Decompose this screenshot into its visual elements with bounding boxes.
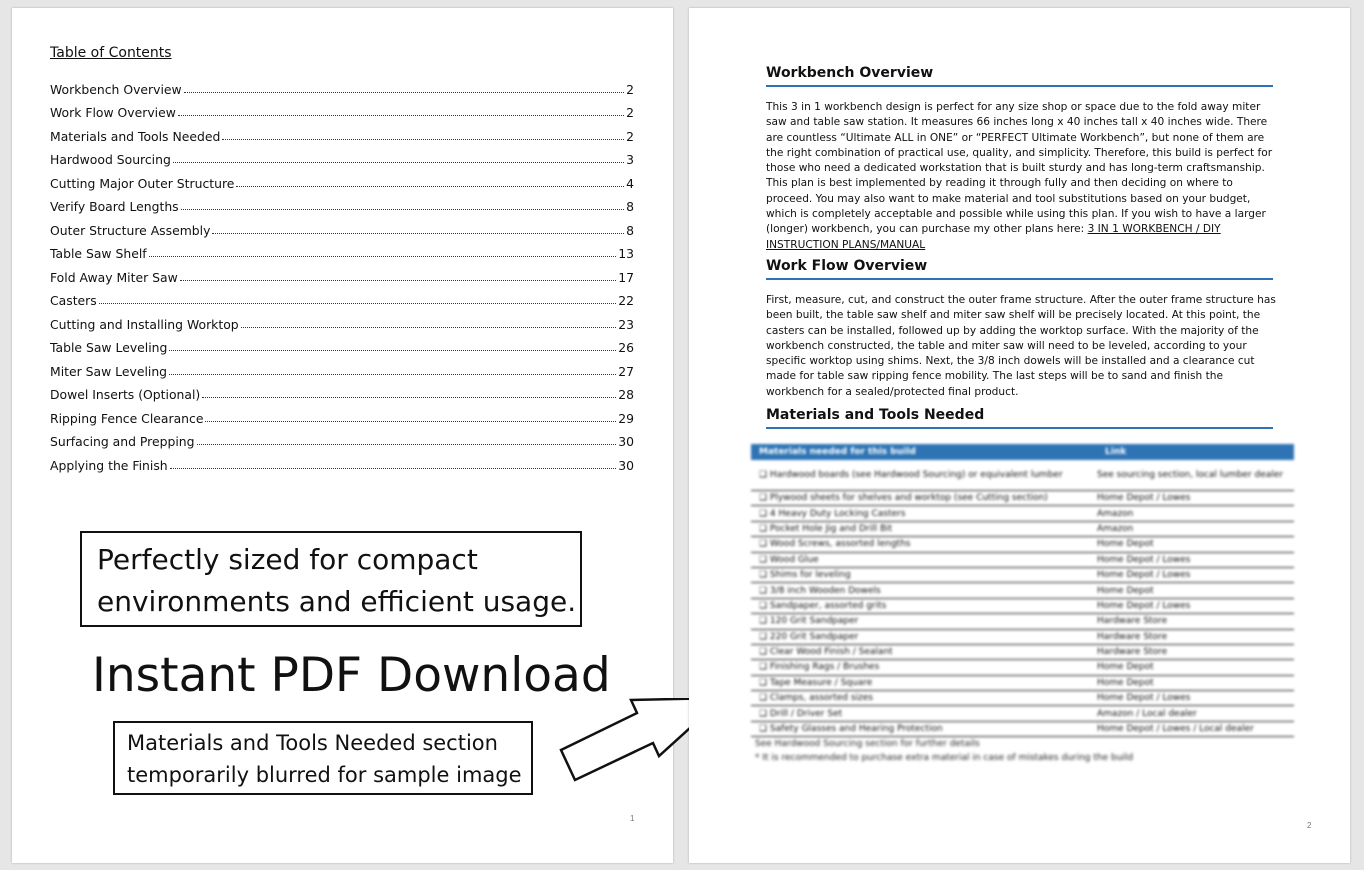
toc-entry[interactable] xyxy=(50,285,634,309)
material-item: ❏ Shims for leveling xyxy=(759,570,851,581)
material-link: Home Depot xyxy=(1097,539,1154,550)
toc-entry[interactable] xyxy=(50,97,634,121)
toc-leader-dots xyxy=(236,186,624,187)
toc-entry[interactable] xyxy=(50,238,634,262)
toc-leader-dots xyxy=(169,350,616,351)
material-item: ❏ Hardwood boards (see Hardwood Sourcing) or equivalent lumber xyxy=(759,470,1063,480)
toc-entry-page: 27 xyxy=(618,363,634,379)
material-item: ❏ Pocket Hole Jig and Drill Bit xyxy=(759,523,893,534)
toc-entry-label: Casters xyxy=(50,293,97,308)
toc-title: Table of Contents xyxy=(50,45,172,61)
material-item: ❏ Clamps, assorted sizes xyxy=(759,693,873,704)
toc-leader-dots xyxy=(222,139,624,140)
toc-entry-label: Table Saw Shelf xyxy=(50,246,147,261)
materials-table-blurred xyxy=(751,444,1294,776)
material-link: Amazon / Local dealer xyxy=(1097,708,1197,719)
heading-materials-tools: Materials and Tools Needed xyxy=(766,407,1273,429)
toc-leader-dots xyxy=(180,280,616,281)
toc-entry-page: 3 xyxy=(626,152,634,167)
toc-entry-page: 30 xyxy=(618,434,634,449)
toc-leader-dots xyxy=(181,209,624,210)
toc-entry-label: Verify Board Lengths xyxy=(50,199,179,214)
toc-leader-dots xyxy=(241,327,617,328)
toc-entry-page: 13 xyxy=(618,246,634,261)
toc-leader-dots xyxy=(197,444,617,445)
heading-workbench-overview: Workbench Overview xyxy=(766,65,1273,87)
material-link: Amazon xyxy=(1097,508,1134,519)
toc-entry-page: 2 xyxy=(626,128,634,144)
toc-entry-label: Outer Structure Assembly xyxy=(50,222,211,238)
toc-entry[interactable] xyxy=(50,402,634,426)
toc-entry-page: 26 xyxy=(618,340,634,355)
material-link: Home Depot / Lowes xyxy=(1097,493,1191,504)
toc-entry-page: 2 xyxy=(626,81,634,97)
material-item: ❏ Plywood sheets for shelves and worktop (see Cutting section) xyxy=(759,493,1048,504)
material-link: Home Depot / Lowes xyxy=(1097,600,1191,611)
material-link: Home Depot / Lowes / Local dealer xyxy=(1097,724,1254,735)
material-link: Home Depot / Lowes xyxy=(1097,693,1191,704)
blurred-notice-box: Materials and Tools Needed section temporarily blurred for sample image xyxy=(113,721,533,795)
document-page-2 xyxy=(689,8,1350,863)
table-body xyxy=(751,460,1294,737)
toc-entry-label: Miter Saw Leveling xyxy=(50,363,168,379)
material-item: ❏ 4 Heavy Duty Locking Casters xyxy=(759,508,906,519)
material-link: Home Depot / Lowes xyxy=(1097,570,1191,581)
table-row xyxy=(751,676,1294,691)
table-row xyxy=(751,645,1294,660)
material-link: Hardware Store xyxy=(1097,631,1168,642)
table-row xyxy=(751,522,1294,537)
table-note: See Hardwood Sourcing section for further details xyxy=(755,739,980,750)
material-link: Amazon xyxy=(1097,523,1134,534)
toc-entry[interactable] xyxy=(50,332,634,356)
toc-leader-dots xyxy=(99,303,616,304)
material-item: ❏ Wood Glue xyxy=(759,554,819,565)
material-item: ❏ Sandpaper, assorted grits xyxy=(759,600,887,611)
table-header-materials: Materials needed for this build xyxy=(759,447,916,457)
toc-entry[interactable] xyxy=(50,144,634,168)
toc-entry[interactable] xyxy=(50,449,634,473)
table-row xyxy=(751,460,1294,491)
material-item: ❏ 220 Grit Sandpaper xyxy=(759,631,859,642)
toc-entry[interactable] xyxy=(50,73,634,97)
overview-text: This 3 in 1 workbench design is perfect for any size shop or space due to the fold away miter saw and table saw station. It measures 66 inches long x 40 inches tall x 40 inches wide. There are countless “Ultimate ALL in ONE” or “PERFECT Ultimate Workbench”, but none of them are the right combination of practical use, quality, and simplicity. Therefore, this build is perfect for those who need a dedicated workstation that is built sturdy and has long-term craftsmanship. This plan is best implemented by reading it through fully and then deciding on where to proceed. You may also want to make material and tool substitutions based on your budget, which is completely acceptable and possible while using this plan. If you wish to have a larger (longer) workbench, you can purchase my other plans here: xyxy=(766,101,1273,236)
toc-entry[interactable] xyxy=(50,191,634,215)
material-link: Home Depot xyxy=(1097,662,1154,673)
toc-entry-page: 29 xyxy=(618,410,634,426)
toc-entry-label: Cutting and Installing Worktop xyxy=(50,316,239,332)
table-row xyxy=(751,691,1294,706)
toc-entry-label: Fold Away Miter Saw xyxy=(50,269,178,285)
toc-leader-dots xyxy=(212,233,624,234)
toc-entry[interactable] xyxy=(50,355,634,379)
toc-leader-dots xyxy=(202,397,616,398)
toc-entry[interactable] xyxy=(50,261,634,285)
material-item: ❏ Clear Wood Finish / Sealant xyxy=(759,647,893,658)
toc-entry-label: Hardwood Sourcing xyxy=(50,152,171,167)
material-link: Home Depot xyxy=(1097,585,1154,596)
toc-entry-label: Work Flow Overview xyxy=(50,105,176,120)
toc-entry-page: 22 xyxy=(618,293,634,308)
table-header xyxy=(751,444,1294,460)
material-link: Hardware Store xyxy=(1097,647,1168,658)
toc-leader-dots xyxy=(178,115,624,116)
toc-entry-page: 8 xyxy=(626,222,634,238)
toc-entry-page: 28 xyxy=(618,387,634,402)
toc-entry-label: Cutting Major Outer Structure xyxy=(50,175,235,191)
toc-leader-dots xyxy=(149,256,617,257)
toc-entry-page: 17 xyxy=(618,269,634,285)
table-of-contents xyxy=(50,73,634,473)
table-row xyxy=(751,722,1294,737)
toc-entry-label: Surfacing and Prepping xyxy=(50,434,195,449)
table-row xyxy=(751,553,1294,568)
toc-entry-page: 23 xyxy=(618,316,634,332)
table-row xyxy=(751,537,1294,552)
toc-entry-label: Ripping Fence Clearance xyxy=(50,410,204,426)
table-row xyxy=(751,583,1294,598)
table-row xyxy=(751,630,1294,645)
material-link: Home Depot xyxy=(1097,677,1154,688)
toc-leader-dots xyxy=(173,162,624,163)
material-item: ❏ Safety Glasses and Hearing Protection xyxy=(759,724,943,735)
table-row xyxy=(751,568,1294,583)
toc-entry[interactable] xyxy=(50,308,634,332)
toc-entry[interactable] xyxy=(50,167,634,191)
toc-entry[interactable] xyxy=(50,426,634,450)
toc-entry-label: Table Saw Leveling xyxy=(50,340,168,355)
toc-leader-dots xyxy=(184,92,624,93)
toc-entry-page: 8 xyxy=(626,199,634,214)
toc-entry-label: Workbench Overview xyxy=(50,81,182,97)
compact-callout-box: Perfectly sized for compact environments and efficient usage. xyxy=(80,531,582,627)
table-header-link: Link xyxy=(1105,447,1127,457)
material-item: ❏ Wood Screws, assorted lengths xyxy=(759,539,911,550)
toc-leader-dots xyxy=(170,468,617,469)
toc-leader-dots xyxy=(205,421,616,422)
table-row xyxy=(751,506,1294,521)
workflow-paragraph: First, measure, cut, and construct the outer frame structure. After the outer frame structure has been built, the table saw shelf and miter saw shelf will be precisely located. At this point, the casters can be installed, followed up by adding the worktop surface. With the majority of the workbench constructed, the table and miter saw will need to be leveled, according to your specific worktop using shims. Next, the 3/8 inch dowels will be installed and a clearance cut made for table saw ripping fence mobility. The last steps will be to sand and finish the workbench for a sealed/protected final product. xyxy=(766,294,1276,398)
table-footnote: * It is recommended to purchase extra material in case of mistakes during the build xyxy=(755,753,1134,764)
table-row xyxy=(751,491,1294,506)
toc-entry-label: Materials and Tools Needed xyxy=(50,128,221,144)
toc-leader-dots xyxy=(169,374,616,375)
toc-entry-page: 4 xyxy=(626,175,634,191)
toc-entry-page: 2 xyxy=(626,105,634,120)
table-row xyxy=(751,706,1294,721)
toc-entry[interactable] xyxy=(50,379,634,403)
table-row xyxy=(751,599,1294,614)
table-row xyxy=(751,614,1294,629)
material-item: ❏ 120 Grit Sandpaper xyxy=(759,616,859,627)
plans-link[interactable]: 3 IN 1 WORKBENCH / DIY INSTRUCTION PLANS/MANUAL xyxy=(766,223,1221,251)
material-item: ❏ Drill / Driver Set xyxy=(759,708,843,719)
toc-entry-label: Applying the Finish xyxy=(50,457,168,473)
document-page-1 xyxy=(12,8,673,863)
table-row xyxy=(751,660,1294,675)
material-link: See sourcing section, local lumber dealer xyxy=(1097,470,1284,480)
page-number: 2 xyxy=(1307,821,1312,830)
toc-entry-page: 30 xyxy=(618,457,634,473)
heading-work-flow-overview: Work Flow Overview xyxy=(766,258,1273,280)
page-number: 1 xyxy=(630,814,635,823)
material-item: ❏ 3/8 inch Wooden Dowels xyxy=(759,585,881,596)
material-item: ❏ Tape Measure / Square xyxy=(759,677,873,688)
material-item: ❏ Finishing Rags / Brushes xyxy=(759,662,880,673)
instant-download-text: Instant PDF Download xyxy=(92,648,611,703)
overview-paragraph xyxy=(766,100,1276,253)
material-link: Hardware Store xyxy=(1097,616,1168,627)
toc-entry-label: Dowel Inserts (Optional) xyxy=(50,387,201,402)
toc-entry[interactable] xyxy=(50,214,634,238)
material-link: Home Depot / Lowes xyxy=(1097,554,1191,565)
toc-entry[interactable] xyxy=(50,120,634,144)
